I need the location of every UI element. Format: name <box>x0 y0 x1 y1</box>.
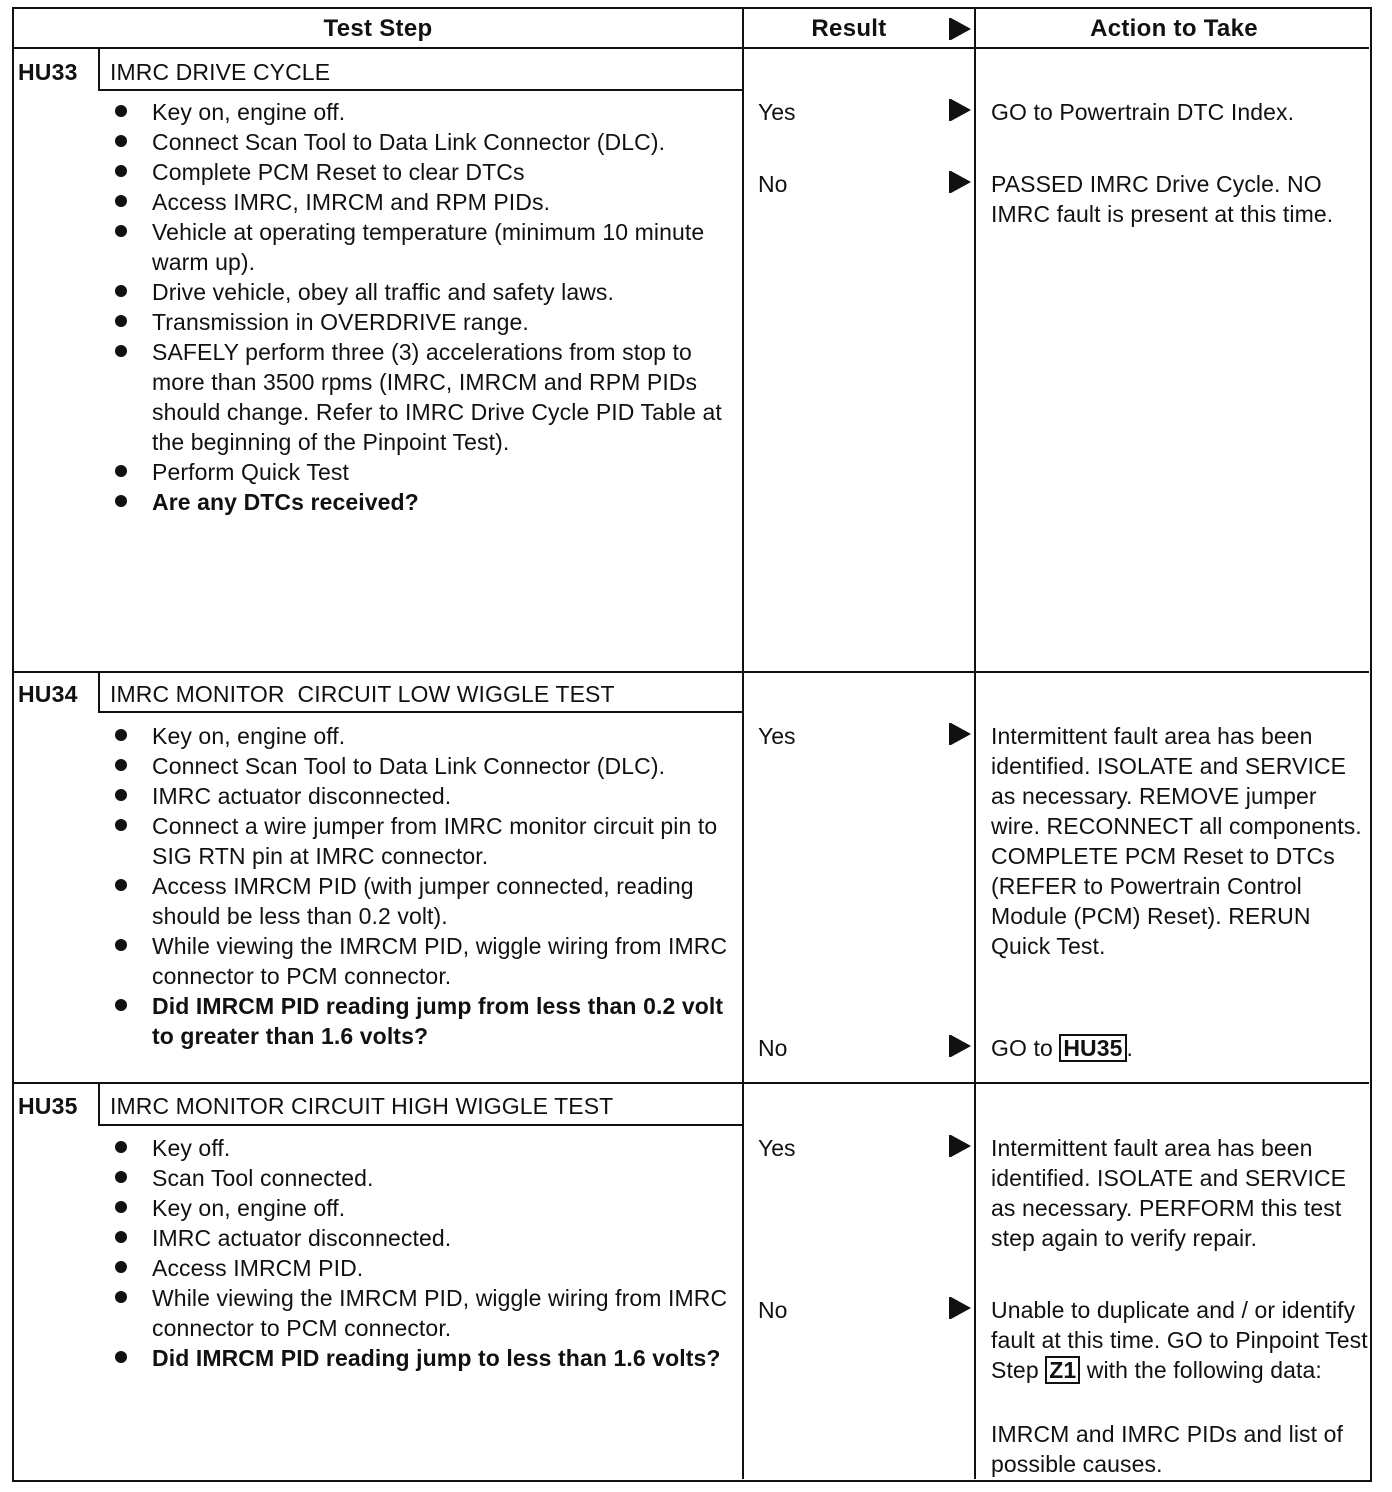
step-id: HU35 <box>18 1093 78 1119</box>
result-arrow-icon <box>951 171 971 193</box>
result-arrow-icon <box>951 99 971 121</box>
instruction-item: Access IMRC, IMRCM and RPM PIDs. <box>106 187 746 217</box>
step-id-divider <box>98 1082 100 1126</box>
step-instructions <box>106 97 746 517</box>
action-prefix: GO to <box>991 1035 1060 1061</box>
diagnostic-test-table <box>12 7 1372 1482</box>
instruction-item: Drive vehicle, obey all traffic and safety laws. <box>106 277 746 307</box>
action-suffix: . <box>1126 1035 1134 1061</box>
result-no: No <box>758 1035 788 1061</box>
action-suffix: with the following data: <box>1080 1357 1322 1383</box>
result-yes: Yes <box>758 99 796 125</box>
instruction-item: While viewing the IMRCM PID, wiggle wiring from IMRC connector to PCM connector. <box>106 1283 746 1343</box>
step-id-divider <box>98 47 100 91</box>
action-note: IMRCM and IMRC PIDs and list of possible causes. <box>991 1421 1344 1477</box>
instruction-item: Access IMRCM PID. <box>106 1253 746 1283</box>
column-divider-action <box>974 9 976 1479</box>
action-prefix: Unable to duplicate and / or identify fault at this time. GO to Pinpoint Test Step <box>991 1297 1368 1383</box>
step-instructions <box>106 1133 746 1373</box>
result-arrow-icon <box>951 1035 971 1057</box>
header-action: Action to Take <box>1090 15 1258 42</box>
instruction-item: Key on, engine off. <box>106 1193 746 1223</box>
result-arrow-icon <box>951 723 971 745</box>
instruction-item: Complete PCM Reset to clear DTCs <box>106 157 746 187</box>
instruction-item: Perform Quick Test <box>106 457 746 487</box>
instruction-item: Vehicle at operating temperature (minimum 10 minute warm up). <box>106 217 746 277</box>
instruction-item: Transmission in OVERDRIVE range. <box>106 307 746 337</box>
result-no: No <box>758 1297 788 1323</box>
step-instructions <box>106 721 746 1051</box>
instruction-item: IMRC actuator disconnected. <box>106 1223 746 1253</box>
instruction-question: Are any DTCs received? <box>106 487 746 517</box>
result-arrow-icon <box>951 18 971 40</box>
instruction-item: Key on, engine off. <box>106 97 746 127</box>
step-title-underline <box>98 711 742 713</box>
action-text: Intermittent fault area has been identified. ISOLATE and SERVICE as necessary. REMOVE jumper wire. RECONNECT all components. COMPLETE PCM Reset to DTCs (REFER to Powertrain Control Module (PCM) Reset). RERUN Quick Test. <box>991 723 1362 959</box>
instruction-item: Key off. <box>106 1133 746 1163</box>
result-arrow-icon <box>951 1297 971 1319</box>
action-text: GO to Powertrain DTC Index. <box>991 99 1295 125</box>
action-text <box>991 1033 1369 1063</box>
step-id-divider <box>98 671 100 713</box>
step-title-underline <box>98 1124 742 1126</box>
result-yes: Yes <box>758 723 796 749</box>
step-reference-link[interactable]: Z1 <box>1045 1356 1080 1384</box>
instruction-item: Key on, engine off. <box>106 721 746 751</box>
step-title: IMRC MONITOR CIRCUIT LOW WIGGLE TEST <box>110 681 615 707</box>
step-id: HU33 <box>18 59 78 85</box>
instruction-question: Did IMRCM PID reading jump from less than 0.2 volt to greater than 1.6 volts? <box>106 991 746 1051</box>
action-text <box>991 1295 1369 1385</box>
header-divider <box>14 47 1369 49</box>
result-yes: Yes <box>758 1135 796 1161</box>
action-text: PASSED IMRC Drive Cycle. NO IMRC fault is present at this time. <box>991 171 1334 227</box>
step-title: IMRC DRIVE CYCLE <box>110 59 331 85</box>
instruction-item: SAFELY perform three (3) accelerations from stop to more than 3500 rpms (IMRC, IMRCM and RPM PIDs should change. Refer to IMRC Drive Cycle PID Table at the beginning of the Pinpoint Test). <box>106 337 746 457</box>
result-arrow-icon <box>951 1135 971 1157</box>
step-id: HU34 <box>18 681 78 707</box>
step-divider <box>14 1082 1369 1084</box>
step-title: IMRC MONITOR CIRCUIT HIGH WIGGLE TEST <box>110 1093 614 1119</box>
instruction-item: Connect Scan Tool to Data Link Connector (DLC). <box>106 751 746 781</box>
step-reference-link[interactable]: HU35 <box>1059 1034 1126 1062</box>
header-test-step: Test Step <box>323 15 433 42</box>
instruction-item: While viewing the IMRCM PID, wiggle wiring from IMRC connector to PCM connector. <box>106 931 746 991</box>
instruction-item: IMRC actuator disconnected. <box>106 781 746 811</box>
instruction-question: Did IMRCM PID reading jump to less than 1.6 volts? <box>106 1343 746 1373</box>
instruction-item: Connect Scan Tool to Data Link Connector (DLC). <box>106 127 746 157</box>
step-title-underline <box>98 89 742 91</box>
instruction-item: Scan Tool connected. <box>106 1163 746 1193</box>
step-divider <box>14 671 1369 673</box>
action-text: Intermittent fault area has been identified. ISOLATE and SERVICE as necessary. PERFORM this test step again to verify repair. <box>991 1135 1347 1251</box>
instruction-item: Connect a wire jumper from IMRC monitor circuit pin to SIG RTN pin at IMRC connector. <box>106 811 746 871</box>
result-no: No <box>758 171 788 197</box>
instruction-item: Access IMRCM PID (with jumper connected, reading should be less than 0.2 volt). <box>106 871 746 931</box>
header-result: Result <box>811 15 887 42</box>
